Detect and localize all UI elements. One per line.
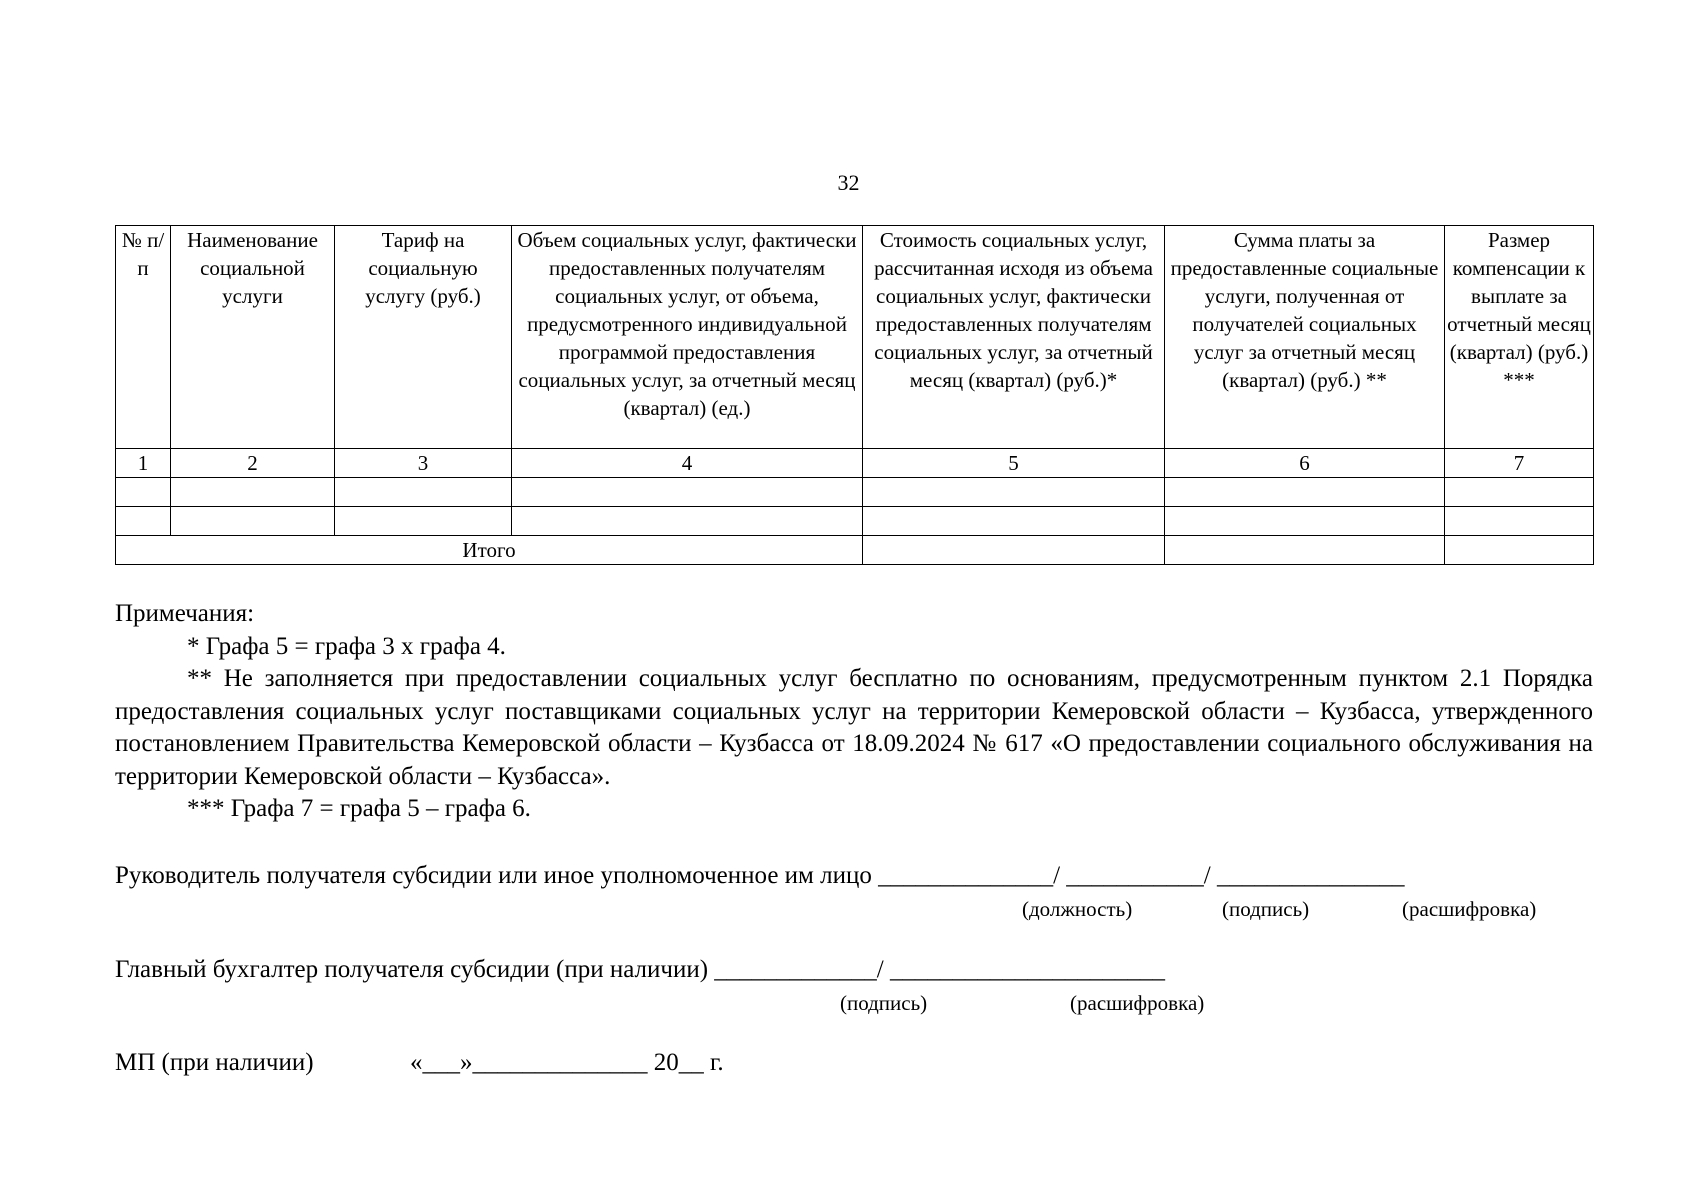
empty-cell: [863, 478, 1165, 507]
empty-cell: [171, 507, 335, 536]
notes-section: [115, 598, 1593, 826]
empty-cell: [171, 478, 335, 507]
empty-cell: [512, 478, 863, 507]
header-cell: Тариф на социальную услугу (руб.): [335, 226, 512, 449]
head-signature-line: Руководитель получателя субсидии или иное уполномоченное им лицо ______________/ ___________/ _______________: [115, 862, 1405, 889]
note-2: ** Не заполняется при предоставлении социальных услуг бесплатно по основаниям, предусмотренным пунктом 2.1 Порядка предоставления социальных услуг поставщиками социальных услуг на территории Кемеровской области – Кузбасса, утвержденного постановлением Правительства Кемеровской области – Кузбасса от 18.09.2024 № 617 «О предоставлении социального обслуживания на территории Кемеровской области – Кузбасса».: [115, 665, 1593, 790]
header-cell: Наименование социальной услуги: [171, 226, 335, 449]
page-number: 32: [837, 170, 860, 195]
notes-title: Примечания:: [115, 600, 255, 627]
empty-cell: [512, 507, 863, 536]
empty-cell: [1165, 536, 1445, 565]
empty-cell: [335, 478, 512, 507]
empty-cell: [1445, 536, 1594, 565]
header-cell: Стоимость социальных услуг, рассчитанная исходя из объема социальных услуг, фактически предоставленных получателям социальных услуг, за отчетный месяц (квартал) (руб.)*: [863, 226, 1165, 449]
column-number-cell: 1: [116, 449, 171, 478]
column-number-cell: 3: [335, 449, 512, 478]
empty-cell: [1165, 478, 1445, 507]
header-cell: Размер компенсации к выплате за отчетный месяц (квартал) (руб.) ***: [1445, 226, 1594, 449]
column-number-cell: 6: [1165, 449, 1445, 478]
table-row: [116, 478, 1594, 507]
empty-cell: [116, 478, 171, 507]
empty-cell: [116, 507, 171, 536]
report-table: [115, 225, 1594, 565]
head-signature-caption: (подпись): [1222, 897, 1310, 921]
date-line: «___»______________ 20__ г.: [410, 1049, 724, 1076]
table-row: [116, 507, 1594, 536]
header-cell: Объем социальных услуг, фактически предоставленных получателям социальных услуг, от объема, предусмотренного индивидуальной программой предоставления социальных услуг, за отчетный месяц (квартал) (ед.): [512, 226, 863, 449]
column-number-cell: 2: [171, 449, 335, 478]
empty-cell: [863, 507, 1165, 536]
accountant-signature-line: Главный бухгалтер получателя субсидии (при наличии) _____________/ ______________________: [115, 956, 1165, 983]
total-label: Итого: [116, 536, 863, 565]
column-number-cell: 5: [863, 449, 1165, 478]
head-position-caption: (должность): [1022, 897, 1133, 921]
empty-cell: [863, 536, 1165, 565]
empty-cell: [1165, 507, 1445, 536]
column-number-row: [116, 449, 1594, 478]
accountant-signature-caption: (подпись): [840, 991, 928, 1015]
note-3: *** Графа 7 = графа 5 – графа 6.: [187, 795, 531, 822]
note-1: * Графа 5 = графа 3 х графа 4.: [187, 632, 506, 660]
header-cell: Сумма платы за предоставленные социальные услуги, полученная от получателей социальных услуг за отчетный месяц (квартал) (руб.) **: [1165, 226, 1445, 449]
header-cell: № п/п: [116, 226, 171, 449]
head-transcript-caption: (расшифровка): [1402, 897, 1537, 921]
table-header-row: [116, 226, 1594, 449]
accountant-transcript-caption: (расшифровка): [1070, 991, 1205, 1015]
stamp-label: МП (при наличии): [115, 1049, 314, 1076]
empty-cell: [1445, 478, 1594, 507]
empty-cell: [335, 507, 512, 536]
empty-cell: [1445, 507, 1594, 536]
total-row: [116, 536, 1594, 565]
column-number-cell: 7: [1445, 449, 1594, 478]
column-number-cell: 4: [512, 449, 863, 478]
